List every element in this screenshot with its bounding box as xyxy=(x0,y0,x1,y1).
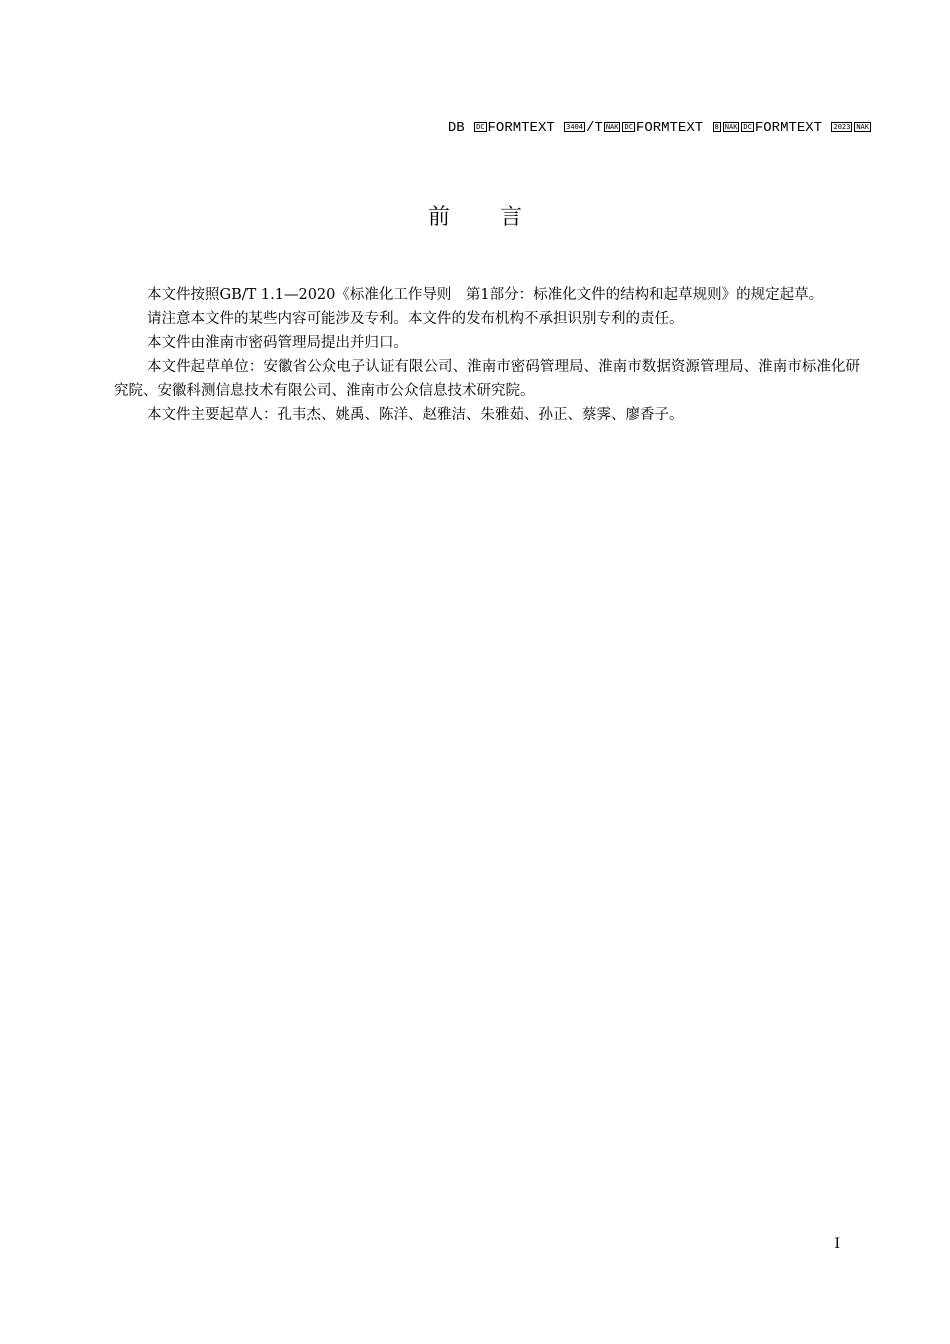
field-end-marker-1: NAK xyxy=(605,123,619,132)
field-start-marker-2: DC xyxy=(624,123,633,132)
code-prefix: DB xyxy=(447,120,474,136)
field-label-3: FORMTEXT xyxy=(754,120,831,136)
page-title: 前言 xyxy=(427,205,572,230)
paragraph-proposer: 本文件由淮南市密码管理局提出并归口。 xyxy=(147,335,408,351)
field-value-1: 3404 xyxy=(566,123,584,132)
field-label-1: FORMTEXT xyxy=(487,120,564,136)
field-start-marker-3: DC xyxy=(743,123,752,132)
paragraph-drafters: 本文件主要起草人：孔韦杰、姚禹、陈洋、赵雅洁、朱雅茹、孙正、蔡霁、廖香子。 xyxy=(147,407,684,423)
field-value-3: 2023 xyxy=(833,123,851,132)
field-end-marker-3: NAK xyxy=(856,123,869,132)
paragraph-standard-basis: 本文件按照GB/T 1.1—2020《标准化工作导则 第1部分：标准化文件的结构和起草规则》的规定起草。 xyxy=(147,287,824,303)
document-code-header xyxy=(448,120,872,136)
foreword-body xyxy=(114,283,860,427)
page-number: I xyxy=(834,1236,840,1252)
paragraph-drafting-units: 本文件起草单位：安徽省公众电子认证有限公司、淮南市密码管理局、淮南市数据资源管理局、淮南市标准化研究院、安徽科测信息技术有限公司、淮南市公众信息技术研究院。 xyxy=(114,359,860,399)
field-label-2: FORMTEXT xyxy=(635,120,712,136)
paragraph-patent-notice: 请注意本文件的某些内容可能涉及专利。本文件的发布机构不承担识别专利的责任。 xyxy=(147,311,684,327)
field-end-marker-2: NAK xyxy=(724,123,738,132)
field-value-2: 8 xyxy=(714,123,719,132)
code-slash: /T xyxy=(586,120,603,136)
field-start-marker-1: DC xyxy=(476,123,485,132)
